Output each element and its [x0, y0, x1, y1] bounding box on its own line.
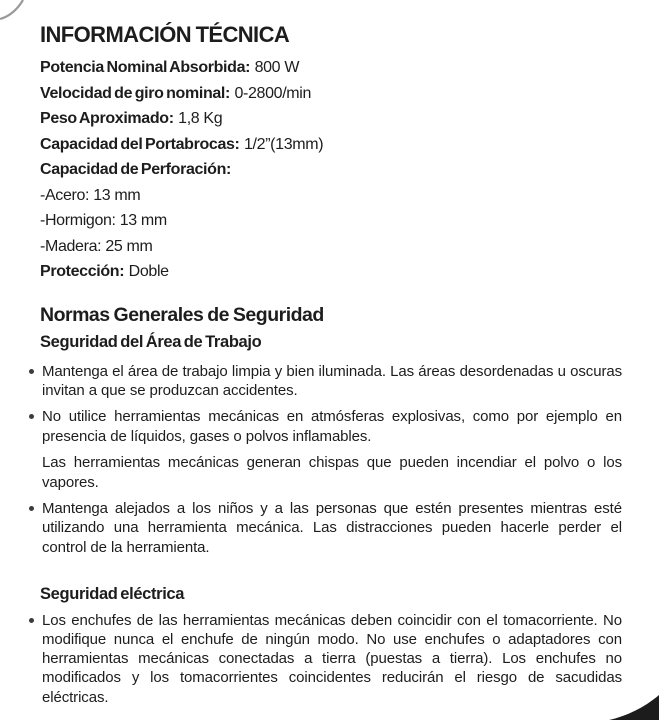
- spec-value: -Acero: 13 mm: [40, 186, 141, 204]
- spec-value: 1/2”(13mm): [244, 135, 324, 153]
- work-area-safety-list: [40, 362, 622, 557]
- page-corner-arc-icon: [0, 0, 30, 26]
- bullet-icon: [29, 506, 34, 511]
- spec-row-hormigon: [40, 208, 622, 234]
- technical-info-title: INFORMACIÓN TÉCNICA: [40, 22, 290, 47]
- spec-value: -Hormigon: 13 mm: [40, 212, 167, 229]
- spec-value: -Madera: 25 mm: [40, 237, 153, 255]
- spec-row-proteccion: [40, 259, 622, 285]
- spec-value: Doble: [128, 263, 169, 280]
- safety-item-text: Mantenga alejados a los niños y a las personas que estén presentes mientras esté utilizando una herramienta mecánica. Las distracciones pueden hacerle perder el control de la herramienta.: [42, 500, 622, 556]
- spec-label: Peso Aproximado:: [40, 110, 174, 127]
- spec-value: 0-2800/min: [234, 84, 312, 102]
- spec-value: 800 W: [254, 59, 300, 76]
- safety-item-text: Los enchufes de las herramientas mecánicas deben coincidir con el tomacorriente. No modifique nunca el enchufe de ningún modo. No use enchufes o adaptadores con herramientas mecánicas conectadas a tierra (puestas a tierra). Los enchufes no modificados y los tomacorrientes coincidentes reducirán el riesgo de sacudidas eléctricas.: [42, 611, 622, 706]
- spec-row-portabrocas: [40, 132, 622, 158]
- spec-label: Protección:: [40, 263, 125, 280]
- safety-bullet-item: [42, 611, 622, 707]
- work-area-safety-heading: Seguridad del Área de Trabajo: [40, 332, 262, 351]
- spec-row-perforacion: [40, 157, 622, 183]
- spec-row-potencia: [40, 55, 622, 81]
- spec-label: Capacidad del Portabrocas:: [40, 135, 240, 153]
- safety-item-text: No utilice herramientas mecánicas en atmósferas explosivas, como por ejemplo en presencia de líquidos, gases o polvos inflamables.: [42, 408, 622, 445]
- page-corner-wedge-icon: [609, 695, 659, 720]
- safety-bullet-item: [42, 362, 622, 400]
- spec-label: Capacidad de Perforación:: [40, 161, 231, 178]
- bullet-icon: [29, 369, 34, 374]
- electrical-safety-list: [40, 611, 622, 707]
- safety-paragraph: [42, 453, 622, 491]
- safety-item-text: Mantenga el área de trabajo limpia y bien iluminada. Las áreas desordenadas u oscuras invitan a que se produzcan accidentes.: [42, 362, 622, 399]
- bullet-icon: [29, 618, 34, 623]
- safety-section-heading: Normas Generales de Seguridad: [40, 303, 324, 326]
- spec-label: Velocidad de giro nominal:: [40, 84, 230, 102]
- spec-row-madera: [40, 234, 622, 260]
- bullet-icon: [29, 414, 34, 419]
- spec-row-peso: [40, 106, 622, 132]
- spec-value: 1,8 Kg: [178, 110, 223, 127]
- spec-row-velocidad: [40, 81, 622, 107]
- electrical-safety-heading: Seguridad eléctrica: [40, 584, 185, 603]
- safety-bullet-item: [42, 407, 622, 445]
- safety-bullet-item: [42, 499, 622, 557]
- safety-item-text: Las herramientas mecánicas generan chispas que pueden incendiar el polvo o los vapores.: [42, 454, 622, 491]
- spec-list: [40, 55, 622, 285]
- page-content: [40, 0, 622, 707]
- spec-row-acero: [40, 183, 622, 209]
- spec-label: Potencia Nominal Absorbida:: [40, 59, 251, 76]
